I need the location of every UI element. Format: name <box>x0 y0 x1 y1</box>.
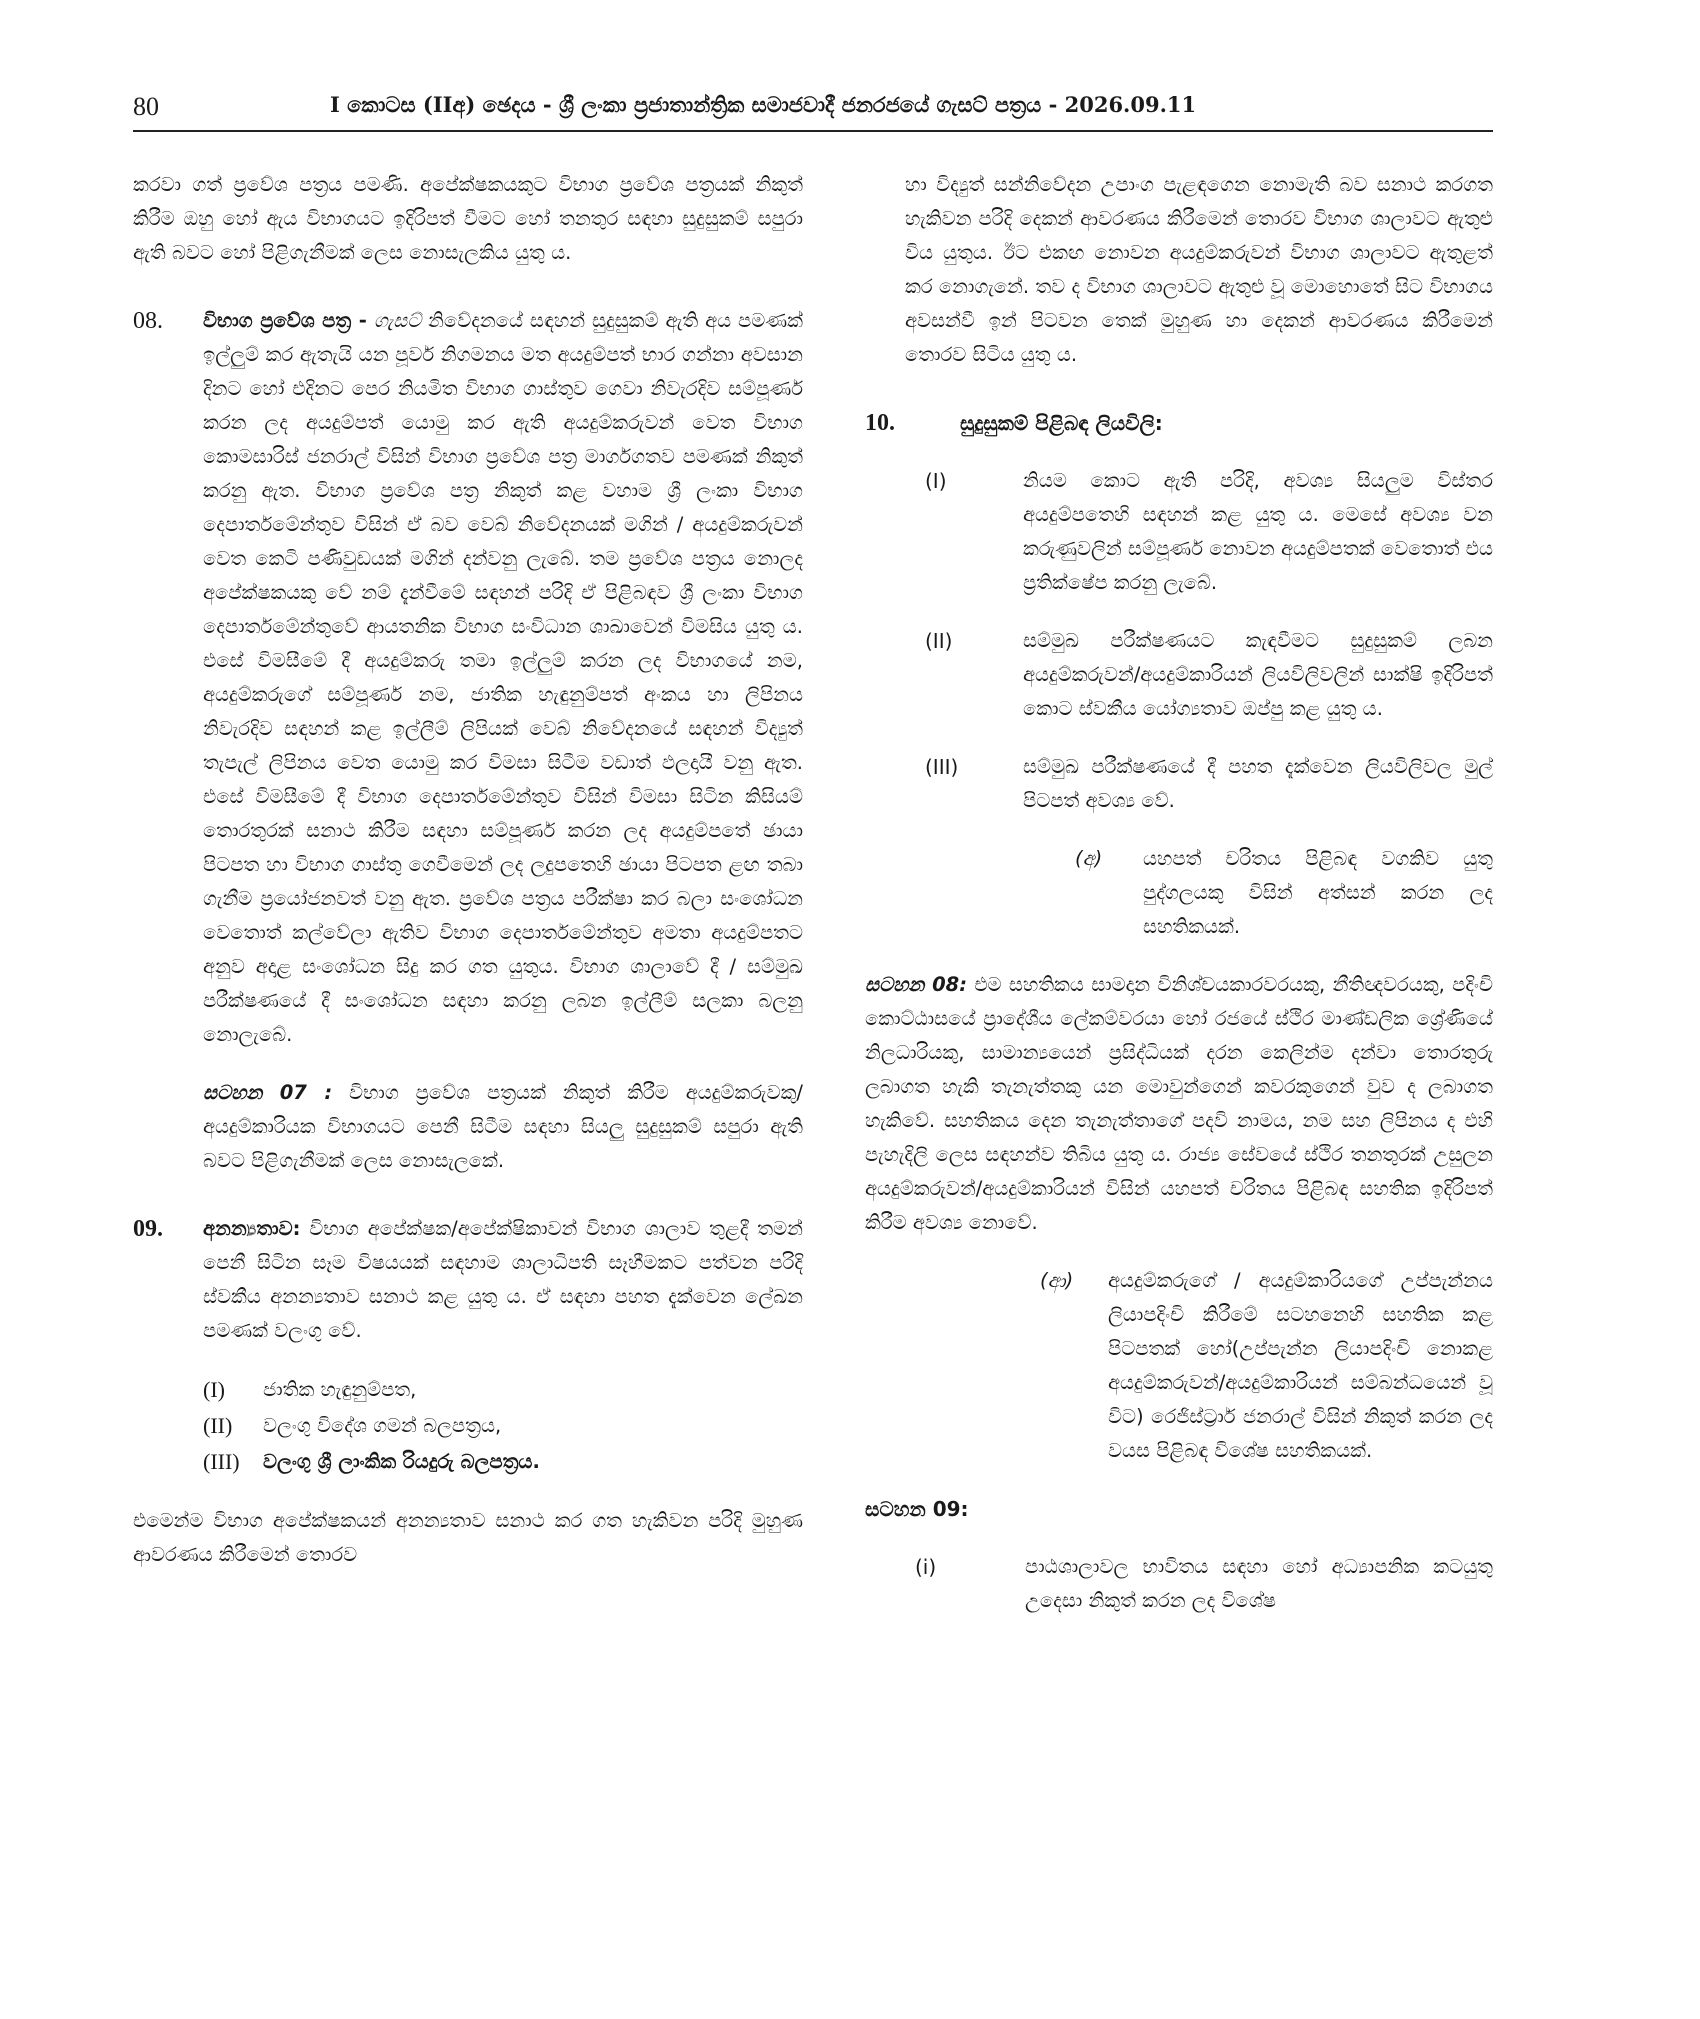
subsection-text: සම්මුඛ පරීක්ෂණයට කැඳවීමට සුදුසුකම් ලබන අයදුම්කරුවන්/අයදුම්කාරියන් ලියවිලිවලින් සාක්ෂි ඉදිරිපත් කොට ස්වකීය යෝග්‍යතාව ඔප්පු කළ යුතු ය. <box>1023 629 1493 720</box>
clause-text: අයදුම්කරුගේ / අයදුම්කාරියගේ උප්පැන්නය ලියාපදිංචි කිරීමේ සටහනෙහි සහතික කළ පිටපතක් හෝ(උප්පැන්න ලියාපදිංචි නොකළ අයදුම්කරුවන්/අයදුම්කාරියන් සම්බන්ධයෙන් වූ විට) රෙජිස්ට්‍රාර් ජනරාල් විසින් නිකුත් කරන ලද වයස පිළිබඳ විශේෂ සහතිකයක්. <box>1108 1269 1493 1462</box>
list-item-text: වලංගු ශ්‍රී ලාංකික රියදුරු බලපත්‍රය. <box>263 1450 540 1473</box>
clause-aa <box>865 1264 1493 1468</box>
clause-a <box>865 842 1493 944</box>
list-item-number: (I) <box>203 1377 225 1402</box>
note-label: සටහන 07 : <box>203 1081 333 1104</box>
subsection-number: (III) <box>925 755 959 779</box>
section-number: 08. <box>133 308 163 334</box>
note-08 <box>865 968 1493 1240</box>
section-08 <box>133 304 803 1178</box>
section-title: විභාග ප්‍රවේශ පත්‍ර - <box>203 309 367 332</box>
list-item-text: ජාතික හැඳුනුම්පත, <box>263 1378 417 1401</box>
subsection-text: නියම කොට ඇති පරිදි, අවශ්‍ය සියලුම විස්තර අයදුම්පතෙහි සඳහන් කළ යුතු ය. මෙසේ අවශ්‍ය වන කරුණුවලින් සම්පූර්ණ නොවන අයදුම්පතක් වෙතොත් එය ප්‍රතික්ෂේප කරනු ලැබේ. <box>1023 469 1493 594</box>
section-10-heading <box>865 406 1493 440</box>
subsection-text: සම්මුඛ පරීක්ෂණයේ දී පහත දැක්වෙන ලියවිලිවල මුල් පිටපත් අවශ්‍ය වේ. <box>1023 755 1493 812</box>
section-09-text: විභාග අපේක්ෂක/අපේක්ෂිකාවන් විභාග ශාලාව තුළදී තමන් පෙනී සිටින සෑම විෂයයක් සඳහාම ශාලාධිපති සෑහීමකට පත්වන පරිදි ස්වකීය අනන්‍යතාව සනාථ කළ යුතු ය. ඒ සඳහා පහත දැක්වෙන ලේඛන පමණක් වලංගු වේ. <box>203 1217 803 1342</box>
section-number: 10. <box>865 410 895 436</box>
clause-label: (ආ) <box>1040 1269 1074 1292</box>
continuation-paragraph: හා විද්‍යුත් සන්නිවේදන උපාංග පැළඳගෙන නොමැති බව සනාථ කරගත හැකිවන පරිදි දෙකන් ආවරණය කිරීමෙන් තොරව විභාග ශාලාවට ඇතුළු විය යුතුය. ඊට එකඟ නොවන අයදුම්කරුවන් විභාග ශාලාවට ඇතුළත් කර නොගැනේ. තව ද විභාග ශාලාවට ඇතුළු වූ මොහොතේ සිට විභාගය අවසන්වී ඉන් පිටවන තෙක් මුහුණ හා දෙකන් ආවරණය කිරීමෙන් තොරව සිටිය යුතු ය. <box>905 173 1493 366</box>
section-08-body <box>203 304 803 1052</box>
list-item-text: වලංගු විදේශ ගමන් බලපත්‍රය, <box>263 1414 502 1437</box>
clause-text: යහපත් චරිතය පිළිබඳ වගකිව යුතු පුද්ගලයකු විසින් අත්සන් කරන ලද සහතිකයක්. <box>1143 847 1493 938</box>
list-item <box>203 1408 803 1444</box>
running-header: I කොටස (IIඅ) ඡෙදය - ශ්‍රී ලංකා ප්‍රජාතාන්ත්‍රික සමාජවාදී ජනරජයේ ගැසට් පත්‍රය - 2026.09.11 <box>330 92 1197 117</box>
note-07 <box>203 1076 803 1178</box>
section-title: අනන්‍යතාව: <box>203 1217 301 1240</box>
list-item-number: (III) <box>203 1449 240 1474</box>
page-number: 80 <box>133 92 159 121</box>
identity-document-list <box>203 1372 803 1480</box>
note-09-label: සටහන 09: <box>865 1497 969 1521</box>
list-item <box>203 1372 803 1408</box>
subsection-number: (II) <box>925 629 953 653</box>
note-09-item <box>865 1550 1493 1618</box>
section-number: 09. <box>133 1216 163 1242</box>
section-09 <box>133 1212 803 1480</box>
subsection-item <box>865 750 1493 818</box>
subsection-item <box>865 464 1493 600</box>
subsection-item <box>865 624 1493 726</box>
closing-paragraph: එමෙන්ම විභාග අපේක්ෂකයන් අනන්‍යතාව සනාථ කර ගත හැකිවන පරිදි මුහුණ ආවරණය කිරීමෙන් තොරව <box>133 1509 803 1566</box>
section-09-body <box>203 1212 803 1348</box>
item-number: (i) <box>915 1555 937 1579</box>
section-title: සුදුසුකම් පිළිබඳ ලියවිලි: <box>960 411 1163 435</box>
gazette-word: ගැසට් <box>373 309 422 332</box>
header-rule <box>133 130 1493 132</box>
left-column <box>133 168 803 1572</box>
clause-label: (අ) <box>1075 847 1103 870</box>
subsection-number: (I) <box>925 469 947 493</box>
list-item-number: (II) <box>203 1413 233 1438</box>
right-column <box>865 168 1493 1618</box>
intro-paragraph: කරවා ගත් ප්‍රවේශ පත්‍රය පමණි. අපේක්ෂකයකුට විභාග ප්‍රවේශ පත්‍රයක් නිකුත් කිරීම ඔහු හෝ ඇය විභාගයට ඉදිරිපත් වීමට හෝ තනතුර සඳහා සුදුසුකම් සපුරා ඇති බවට හෝ පිළිගැනීමක් ලෙස නොසැලකිය යුතු ය. <box>133 173 803 264</box>
note-07-text: විභාග ප්‍රවේශ පත්‍රයක් නිකුත් කිරීම අයදුම්කරුවකු/අයදුම්කාරියක විභාගයට පෙනී සිටීම සඳහා සියලු සුදුසුකම් සපුරා ඇති බවට පිළිගැනීමක් ලෙස නොසැලකේ. <box>203 1081 804 1172</box>
note-08-text: එම සහතිකය සාමදාන විනිශ්චයකාරවරයකු, නීතිඥවරයකු, පදිංචි කොට්ඨාසයේ ප්‍රාදේශීය ලේකම්වරයා හෝ රජයේ ස්ථිර මාණ්ඩලික ශ්‍රේණියේ නිලධාරියකු, සාමාන්‍යයෙන් ප්‍රසිද්ධියක් දරන කෙලින්ම දන්වා තොරතුරු ලබාගත හැකි තැනැත්තකු යන මොවුන්ගෙන් කවරකුගෙන් වුව ද ලබාගත හැකිවේ. සහතිකය දෙන තැනැත්තාගේ පදවි නාමය, නම සහ ලිපිනය ද එහි පැහැදිලි ලෙස සඳහන්ව තිබිය යුතු ය. රාජ්‍ය සේවයේ ස්ථිර තනතුරක් උසුලන අයදුම්කරුවන්/අයදුම්කාරියන් විසින් යහපත් චරිතය පිළිබඳ සහතික ඉදිරිපත් කිරීම අවශ්‍ය නොවේ. <box>865 973 1493 1234</box>
note-label: සටහන 08: <box>865 973 968 996</box>
section-08-text: නිවේදනයේ සඳහන් සුදුසුකම් ඇති අය පමණක් ඉල්ලුම් කර ඇතැයි යන පූර්ව නිගමනය මත අයදුම්පත් භාර ගන්නා අවසාන දිනට හෝ එදිනට පෙර නියමිත විභාග ගාස්තුව ගෙවා නිවැරදිව සම්පූර්ණ කරන ලද අයදුම්පත් යොමු කර ඇති අයදුම්කරුවන් වෙත විභාග කොමසාරිස් ජනරාල් විසින් විභාග ප්‍රවේශ පත්‍ර මාර්ගගතව පමණක් නිකුත් කරනු ඇත. විභාග ප්‍රවේශ පත්‍ර නිකුත් කළ වහාම ශ්‍රී ලංකා විභාග දෙපාර්තමේන්තුව විසින් ඒ බව වෙබ් නිවේදනයක් මගින් / අයදුම්කරුවන් වෙත කෙටි පණිවුඩයක් මගින් දන්වනු ලැබේ. තම ප්‍රවේශ පත්‍රය නොලද අපේක්ෂකයකු වේ නම් දැන්වීමේ සඳහන් පරිදි ඒ පිළිබඳව ශ්‍රී ලංකා විභාග දෙපාර්තමේන්තුවේ ආයතනික විභාග සංවිධාන ශාඛාවෙන් විමසිය යුතු ය. එසේ විමසීමේ දී අයදුම්කරු තමා ඉල්ලුම් කරන ලද විභාගයේ නම, අයදුම්කරුගේ සම්පූර්ණ නම, ජාතික හැඳුනුම්පත් අංකය හා ලිපිනය නිවැරදිව සඳහන් කළ ඉල්ලීම් ලිපියක් වෙබ් නිවේදනයේ සඳහන් විද්‍යුත් තැපැල් ලිපිනය වෙත යොමු කර විමසා සිටීම වඩාත් ඵලදායී වනු ඇත. එසේ විමසීමේ දී විභාග දෙපාර්තමේන්තුව විසින් විමසා සිටින කිසියම් තොරතුරක් සනාථ කිරීම සඳහා සම්පූර්ණ කරන ලද අයදුම්පතේ ඡායා පිටපත හා විභාග ගාස්තු ගෙවීමෙන් ලද ලදුපතෙහි ඡායා පිටපත ළඟ තබා ගැනීම ප්‍රයෝජනවත් වනු ඇත. ප්‍රවේශ පත්‍රය පරීක්ෂා කර බලා සංශෝධන වෙතොත් කල්වේලා ඇතිව විභාග දෙපාර්තමේන්තුව අමතා අයදුම්පතට අනුව අදාළ සංශෝධන සිදු කර ගත යුතුය. විභාග ශාලාවේ දී / සම්මුඛ පරීක්ෂණයේ දී සංශෝධන සඳහා කරනු ලබන ඉල්ලීම් සලකා බලනු නොලැබේ. <box>203 309 804 1046</box>
item-text: පාඨශාලාවල භාවිතය සඳහා හෝ අධ්‍යාපනික කටයුතු උදෙසා නිකුත් කරන ලද විශේෂ <box>1025 1555 1493 1612</box>
list-item <box>203 1444 803 1480</box>
